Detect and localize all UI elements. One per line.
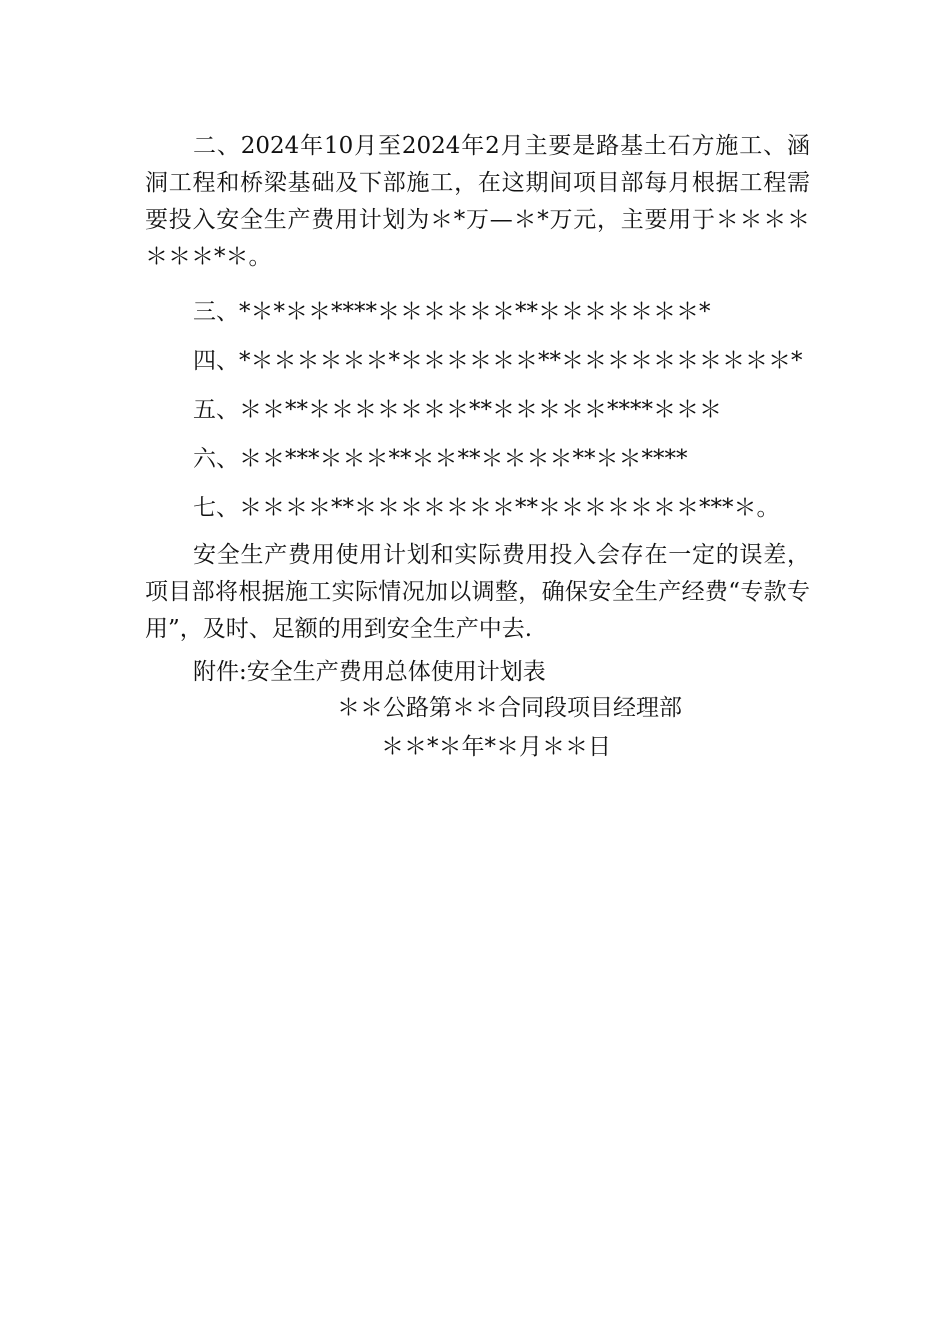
- attachment-note: 附件:安全生产费用总体使用计划表: [193, 659, 546, 685]
- signature-date: ＊＊*＊年*＊月＊＊日: [381, 734, 611, 760]
- signature-organization: ＊＊公路第＊＊合同段项目经理部: [337, 695, 682, 721]
- item-6: 六、＊＊***＊＊＊**＊＊**＊＊＊＊**＊＊****: [193, 446, 688, 472]
- closing-paragraph: 安全生产费用使用计划和实际费用投入会存在一定的误差，项目部将根据施工实际情况加以调整，确保安全生产经费“专款专用”，及时、足额的用到安全生产中去.: [145, 542, 810, 642]
- item-3: 三、*＊*＊＊****＊＊＊＊＊＊**＊＊＊＊＊＊＊*: [193, 299, 711, 325]
- paragraph-2: 二、2024年10月至2024年2月主要是路基土石方施工、涵洞工程和桥梁基础及下部施工，在这期间项目部每月根据工程需要投入安全生产费用计划为＊*万—＊*万元，主要用于＊＊＊＊＊＊＊*＊。: [145, 133, 810, 270]
- item-4: 四、*＊＊＊＊＊＊*＊＊＊＊＊＊**＊＊＊＊＊＊＊＊＊＊*: [193, 348, 803, 374]
- item-5: 五、＊＊**＊＊＊＊＊＊＊**＊＊＊＊＊****＊＊＊: [193, 397, 722, 423]
- item-7: 七、＊＊＊＊**＊＊＊＊＊＊＊**＊＊＊＊＊＊＊***＊。: [193, 495, 780, 521]
- document-body: [145, 128, 810, 691]
